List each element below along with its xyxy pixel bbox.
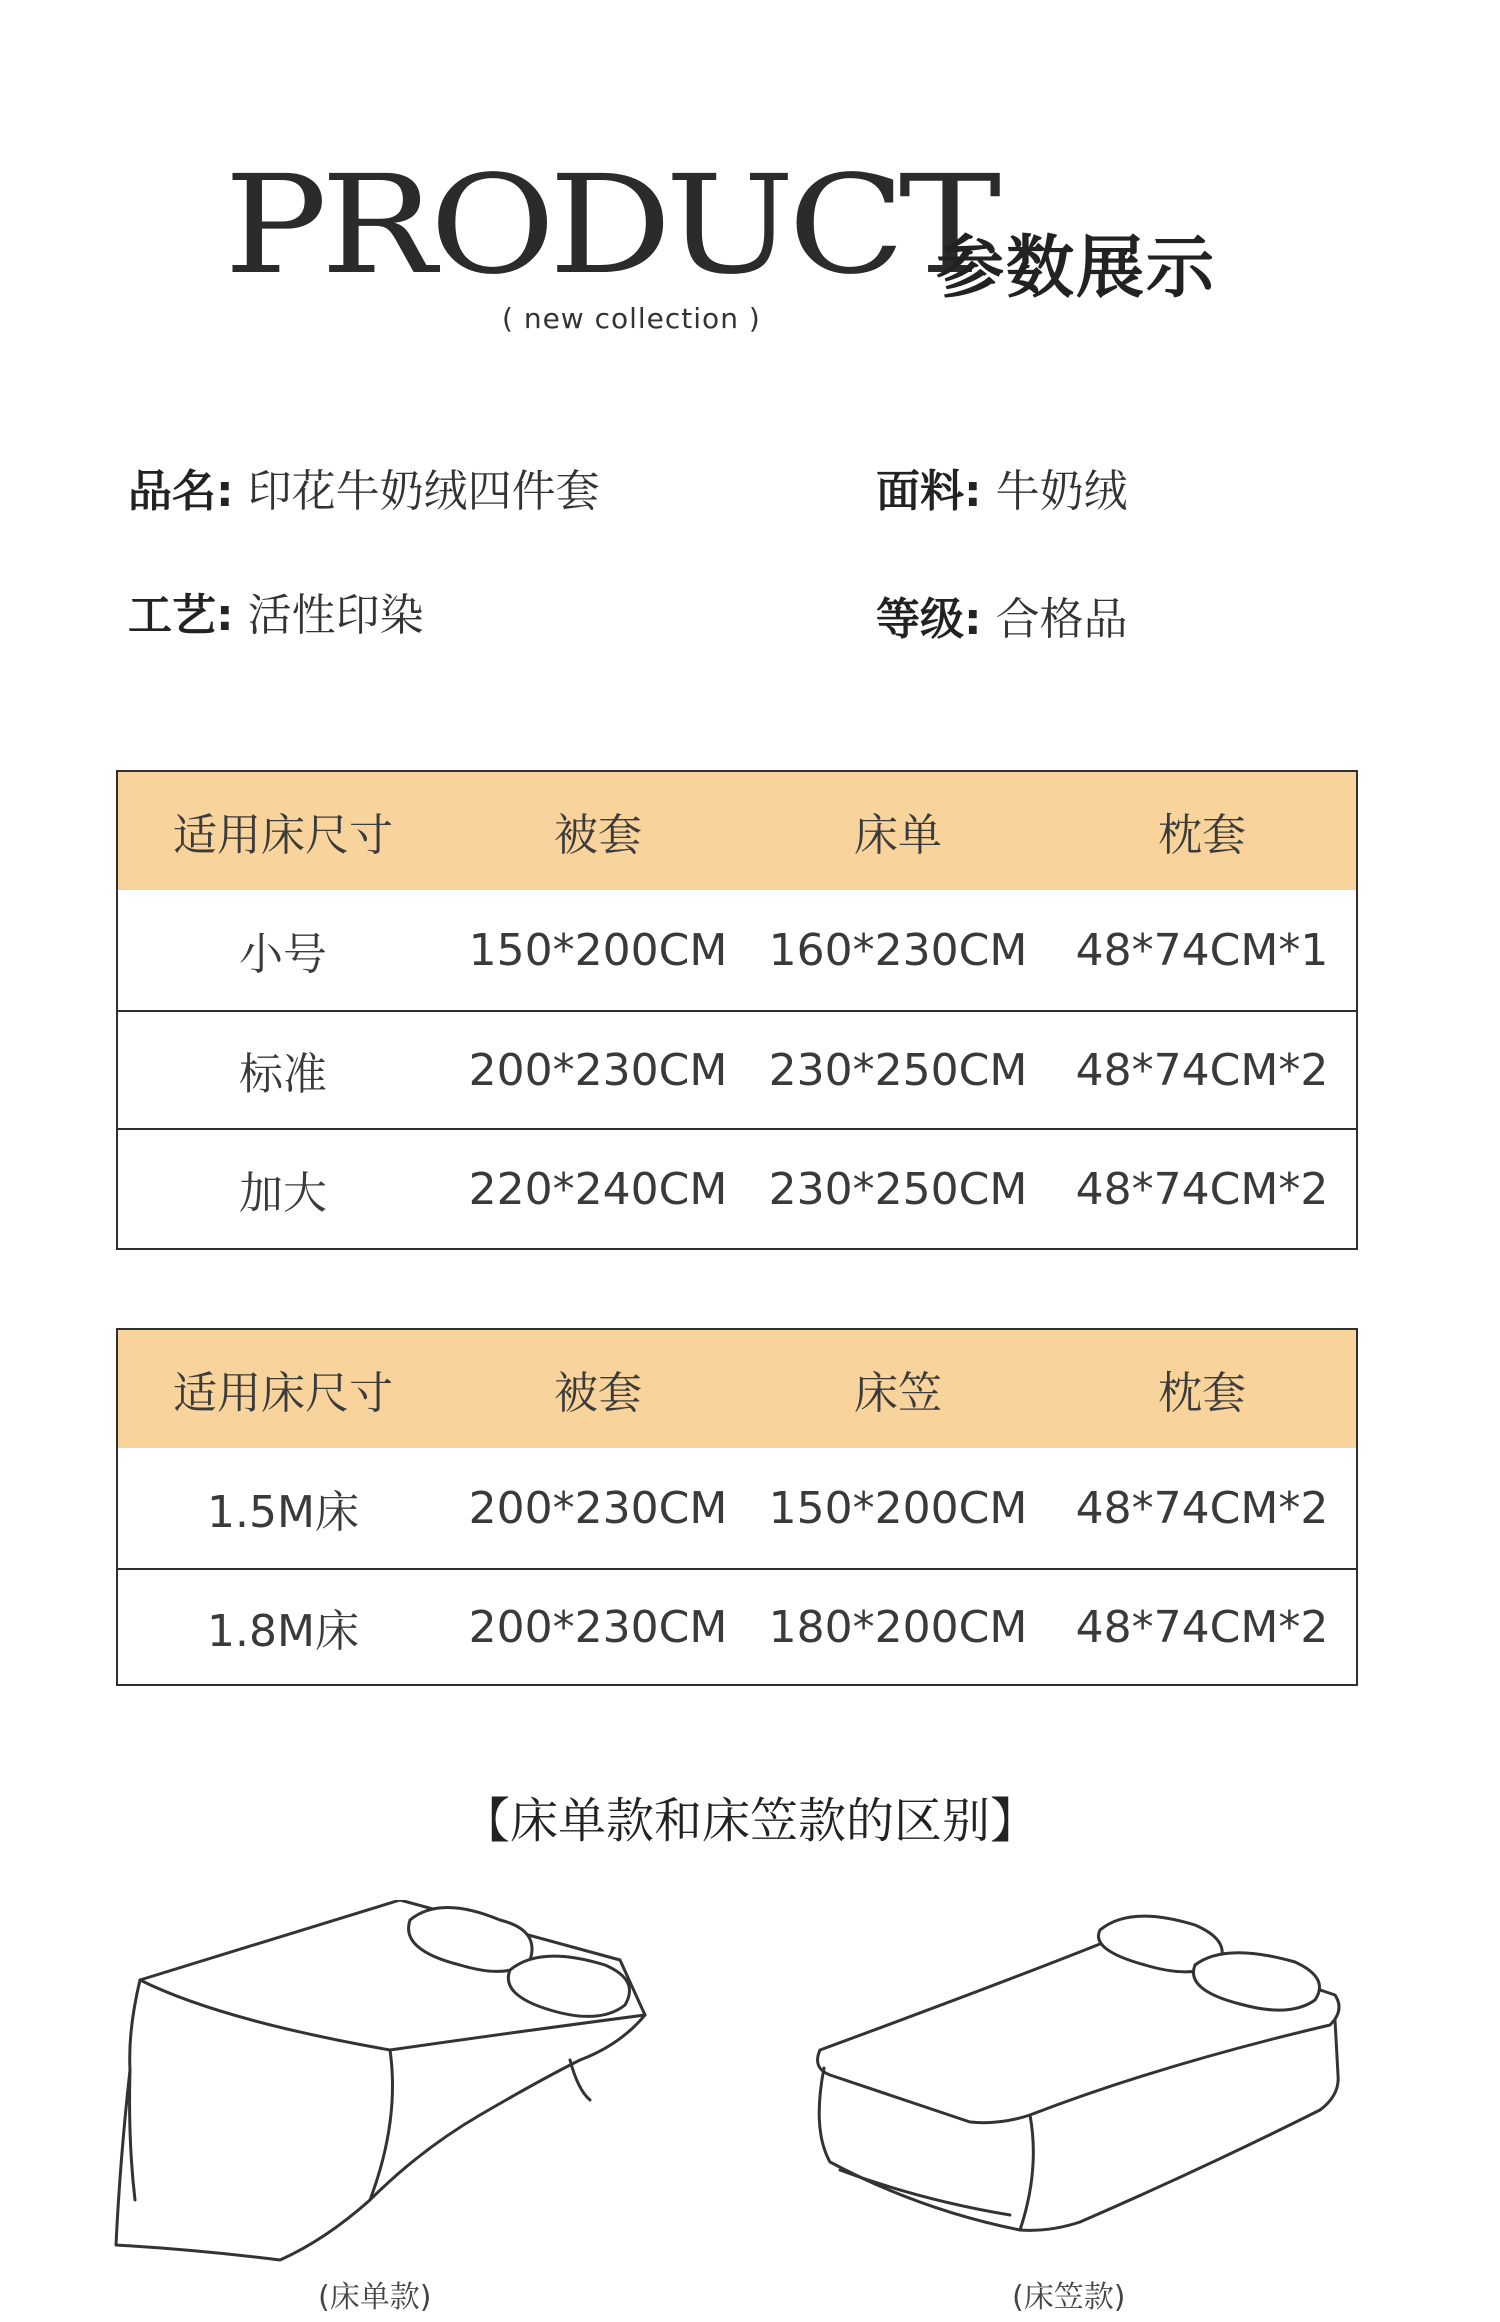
table-cell: 200*230CM [468,1601,728,1653]
spec-fabric [876,466,1128,517]
table-cell: 48*74CM*2 [1075,1044,1329,1096]
hero-header [0,0,1500,360]
table-header-cell: 适用床尺寸 [173,1368,393,1419]
spec-fabric-label: 面料: [876,466,982,517]
spec-fabric-value: 牛奶绒 [995,466,1128,517]
flat-sheet-bed-illustration [100,1900,660,2280]
size-table-fitted [116,1328,1358,1686]
table-cell: 48*74CM*2 [1075,1601,1329,1653]
table-cell: 150*200CM [468,924,728,976]
hero-word: PRODUCT [224,147,995,305]
table-cell: 1.5M床 [207,1487,359,1538]
table-row [118,890,1356,1010]
table-cell: 加大 [239,1168,327,1219]
table-cell: 230*250CM [768,1044,1028,1096]
table-cell: 200*230CM [468,1482,728,1534]
table-cell: 48*74CM*1 [1075,924,1329,976]
size-table-sheet [116,770,1358,1250]
table-header-cell: 适用床尺寸 [173,810,393,861]
spec-craft-value: 活性印染 [247,590,424,641]
table-cell: 48*74CM*2 [1075,1163,1329,1215]
difference-title: 【床单款和床笠款的区别】 [461,1793,1038,1849]
fitted-sheet-bed-illustration [800,1900,1360,2280]
table-cell: 48*74CM*2 [1075,1482,1329,1534]
table-header-row [118,1330,1356,1448]
table-row [118,1448,1356,1568]
table-header-cell: 枕套 [1158,1368,1246,1419]
flat-sheet-caption: (床单款) [318,2280,432,2315]
spec-craft-label: 工艺: [128,590,234,641]
hero-subtitle: ( new collection ) [502,302,761,335]
table-header-cell: 被套 [554,810,642,861]
spec-name-label: 品名: [128,466,234,517]
spec-grade-value: 合格品 [995,594,1128,645]
table-cell: 220*240CM [468,1163,728,1215]
table-row [118,1568,1356,1684]
fitted-sheet-caption: (床笠款) [1012,2280,1126,2315]
spec-grade [876,594,1128,645]
table-cell: 标准 [239,1049,327,1100]
spec-craft [128,590,424,641]
table-row [118,1010,1356,1128]
table-cell: 1.8M床 [207,1606,359,1657]
spec-name-value: 印花牛奶绒四件套 [247,466,600,517]
table-header-cell: 床单 [854,810,942,861]
table-header-row [118,772,1356,890]
table-cell: 180*200CM [768,1601,1028,1653]
hero-cn-title: 参数展示 [936,229,1217,308]
table-cell: 230*250CM [768,1163,1028,1215]
table-header-cell: 被套 [554,1368,642,1419]
table-header-cell: 床笠 [854,1368,942,1419]
table-cell: 小号 [239,929,327,980]
spec-grade-label: 等级: [876,594,982,645]
table-cell: 160*230CM [768,924,1028,976]
spec-name [128,466,600,517]
table-row [118,1128,1356,1248]
table-header-cell: 枕套 [1158,810,1246,861]
table-cell: 200*230CM [468,1044,728,1096]
table-cell: 150*200CM [768,1482,1028,1534]
